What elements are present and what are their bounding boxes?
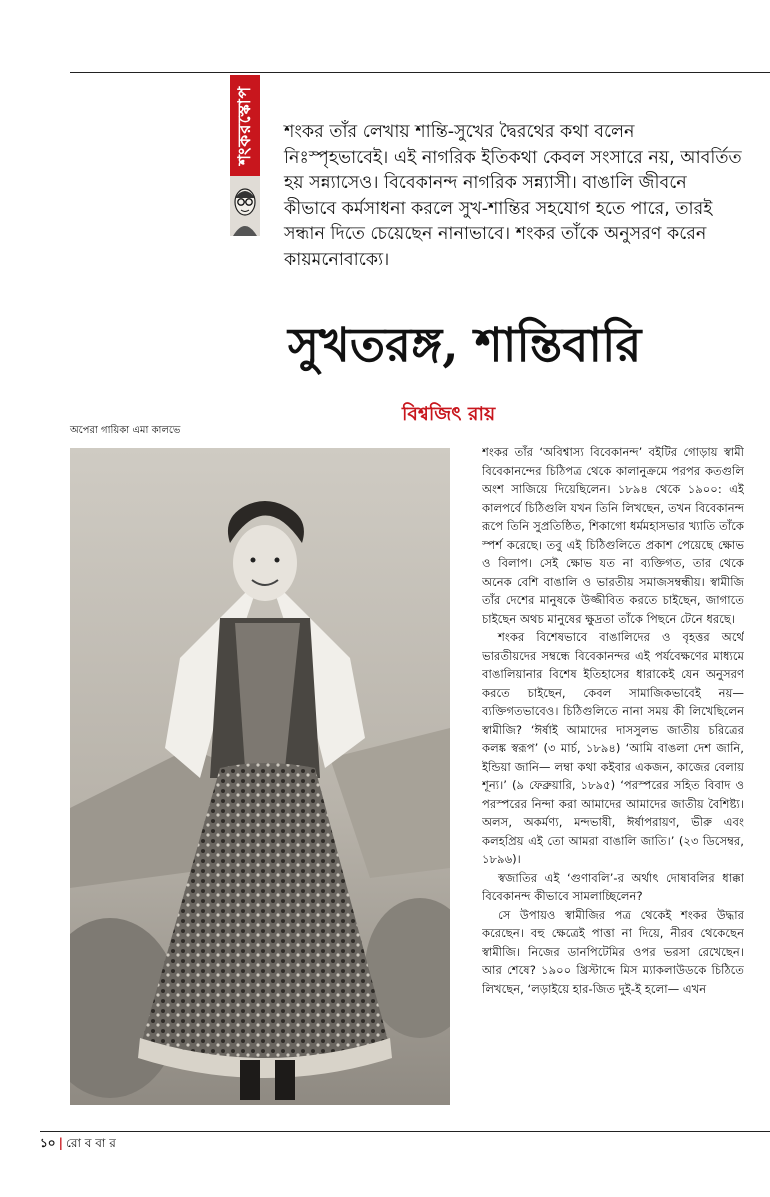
photo-caption: অপেরা গায়িকা এমা কালভে (70, 425, 181, 436)
headline: সুখতরঙ্গ, শান্তিবারি (288, 318, 642, 373)
folio-separator: | (58, 1136, 63, 1150)
byline: বিশ্বজিৎ রায় (402, 403, 496, 425)
body-paragraph: শংকর বিশেষভাবে বাঙালিদের ও বৃহত্তর অর্থে ভারতীয়দের সম্বন্ধে বিবেকানন্দর এই পর্যবেক্ষণের মাধ্যমে বাঙালিয়ানার বিশেষ ইতিহাসের ধারাকেই যেন অনুসরণ করতে চাইছেন, কেবল সামাজিকভাবেই নয়— ব্যক্তিগতভাবেও। চিঠিগুলিতে নানা সময় কী লিখেছিলেন স্বামীজি? ‘ঈর্ষাই আমাদের দাসসুলভ জাতীয় চরিত্রের কলঙ্ক স্বরূপ’ (৩ মার্চ, ১৮৯৪) ‘আমি বাঙলা দেশ জানি, ইন্ডিয়া জানি— লম্বা কথা কইবার একজন, কাজের বেলায় শূন্য।’ (৯ ফেব্রুয়ারি, ১৮৯৫) ‘পরস্পরের সহিত বিবাদ ও পরস্পরের নিন্দা করা আমাদের আমাদের জাতীয় বৈশিষ্ট্য। অলস, অকর্মণ্য, মন্দভাষী, ঈর্ষাপরায়ণ, ভীরু এবং কলহপ্রিয় এই তো আমরা বাঙালি জাতি।’ (২৩ ডিসেম্বর, ১৮৯৬)। (482, 630, 744, 866)
page-number: ১০ (40, 1136, 56, 1150)
column-name: শংকরস্কোপ (230, 75, 260, 175)
top-rule (70, 72, 770, 73)
article-body (482, 443, 744, 1121)
body-paragraph: স্বজাতির এই ‘গুণাবলি’-র অর্থাৎ দোষাবলির ধাক্কা বিবেকানন্দ কীভাবে সামলাচ্ছিলেন? (482, 870, 744, 903)
body-paragraph: সে উপায়ও স্বামীজির পত্র থেকেই শংকর উদ্ধার করেছেন। বহু ক্ষেত্রেই পাত্তা না দিয়ে, নীরব থেকেছেন স্বামীজি। নিজের ডানপিটেমির ওপর ভরসা রেখেছেন। আর শেষে? ১৯০০ খ্রিস্টাব্দে মিস ম্যাকলাউডকে চিঠিতে লিখছেন, ‘লড়াইয়ে হার-জিত দুই-ই হলো— এখন (482, 907, 744, 996)
bottom-rule (40, 1131, 770, 1132)
intro-text: শংকর তাঁর লেখায় শান্তি-সুখের দ্বৈরথের কথা বলেন নিঃস্পৃহভাবেই। এই নাগরিক ইতিকথা কেবল সংসারে নয়, আবর্তিত হয় সন্ন্যাসেও। বিবেকানন্দ নাগরিক সন্ন্যাসী। বাঙালি জীবনে কীভাবে কর্মসাধনা করলে সুখ-শান্তির সহযোগ হতে পারে, তারই সন্ধান দিতে চেয়েছেন নানাভাবে। শংকর তাঁকে অনুসরণ করেন কায়মনোবাক্যে। (284, 122, 742, 270)
column-badge (230, 75, 260, 235)
singer-photo (70, 448, 450, 1105)
page-footer (40, 1135, 116, 1155)
body-paragraph: শংকর তাঁর ‘অবিশ্বাস্য বিবেকানন্দ’ বইটির গোড়ায় স্বামী বিবেকানন্দের চিঠিপত্র থেকে কালানুক্রমে পরপর কতগুলি অংশ সাজিয়ে দিয়েছিলেন। ১৮৯৪ থেকে ১৯০০: এই কালপর্বে চিঠিগুলি যখন তিনি লিখছেন, তখন বিবেকানন্দ রূপে তিনি সুপ্রতিষ্ঠিত, শিকাগো ধর্মমহাসভার খ্যাতি তাঁকে স্পর্শ করেছে। তবু এই চিঠিগুলিতে প্রকাশ পেয়েছে ক্ষোভ ও বিলাপ। সেই ক্ষোভ যত না ব্যক্তিগত, তার থেকে অনেক বেশি বাঙালি ও ভারতীয় সমাজসম্বন্ধীয়। স্বামীজি তাঁর দেশের মানুষকে উজ্জীবিত করতে চাইছেন, জাগাতে চাইছেন অথচ মানুষের ক্ষুদ্রতা তাঁকে পিছনে টেনে ধরছে। (482, 445, 744, 626)
section-name: রো ব বা র (65, 1136, 116, 1150)
columnist-portrait (230, 175, 260, 236)
